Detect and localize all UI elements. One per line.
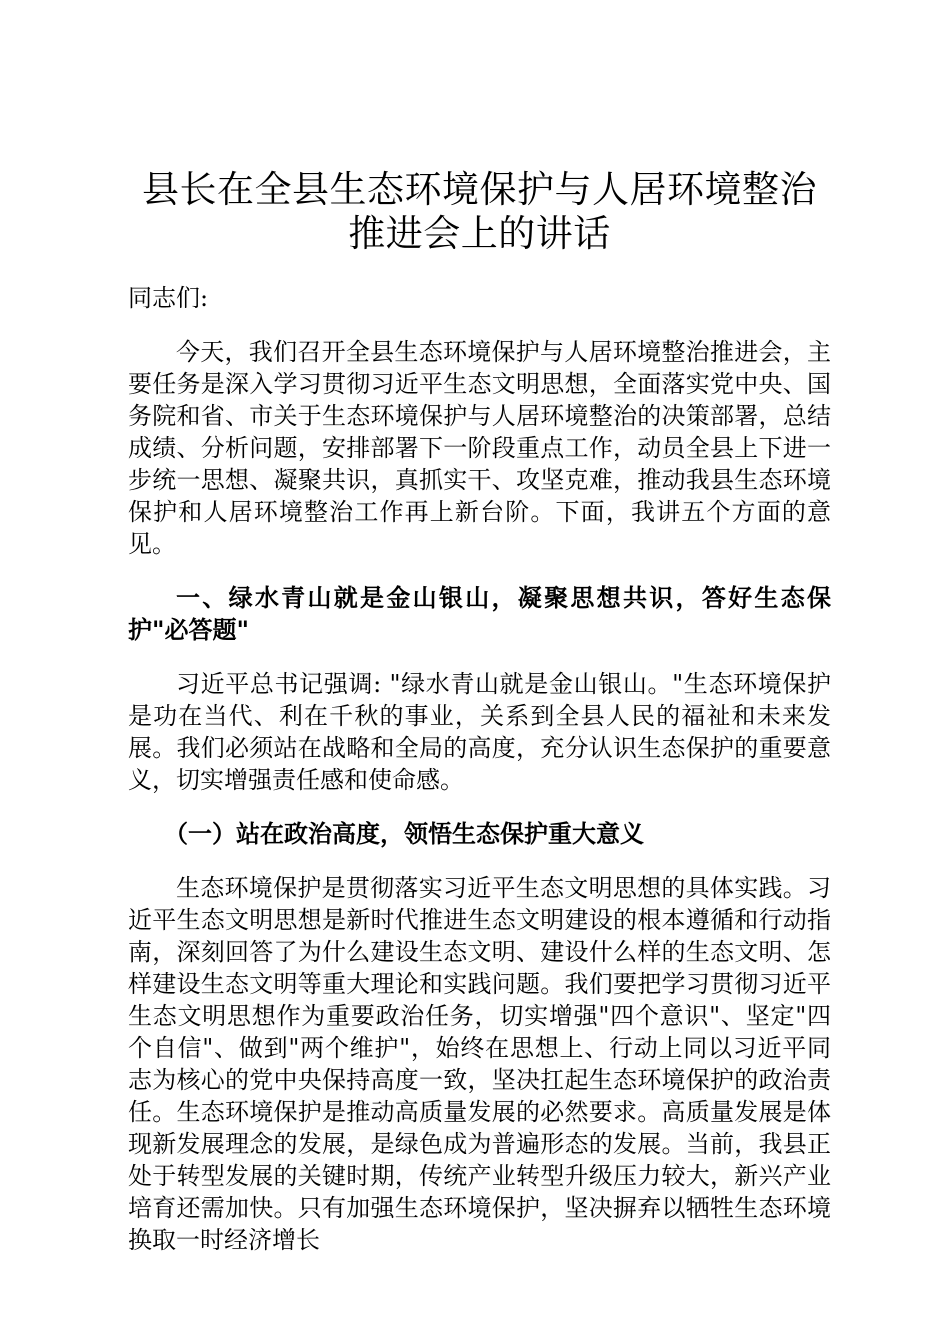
subsection-1-paragraph: 生态环境保护是贯彻落实习近平生态文明思想的具体实践。习近平生态文明思想是新时代推进生态文明建设的根本遵循和行动指南，深刻回答了为什么建设生态文明、建设什么样的生态文明、怎样建设生态文明等重大理论和实践问题。我们要把学习贯彻习近平生态文明思想作为重要政治任务，切实增强"四个意识"、坚定"四个自信"、做到"两个维护"，始终在思想上、行动上同以习近平同志为核心的党中央保持高度一致，坚决扛起生态环境保护的政治责任。生态环境保护是推动高质量发展的必然要求。高质量发展是体现新发展理念的发展，是绿色成为普遍形态的发展。当前，我县正处于转型发展的关键时期，传统产业转型升级压力较大，新兴产业培育还需加快。只有加强生态环境保护，坚决摒弃以牺牲生态环境换取一时经济增长 [128,874,831,1254]
section-1-heading: 一、绿水青山就是金山银山，凝聚思想共识，答好生态保护"必答题" [128,584,831,644]
document-title: 县长在全县生态环境保护与人居环境整治推进会上的讲话 [142,168,817,255]
section-1-paragraph: 习近平总书记强调: "绿水青山就是金山银山。"生态环境保护是功在当代、利在千秋的事业，关系到全县人民的福祉和未来发展。我们必须站在战略和全局的高度，充分认识生态保护的重要意义，切实增强责任感和使命感。 [128,670,831,794]
subsection-1-heading: （一）站在政治高度，领悟生态保护重大意义 [164,820,644,848]
salutation: 同志们: [128,284,209,312]
document-body [128,168,831,1256]
intro-paragraph: 今天，我们召开全县生态环境保护与人居环境整治推进会，主要任务是深入学习贯彻习近平生态文明思想，全面落实党中央、国务院和省、市关于生态环境保护与人居环境整治的决策部署，总结成绩、分析问题，安排部署下一阶段重点工作，动员全县上下进一步统一思想、凝聚共识，真抓实干、攻坚克难，推动我县生态环境保护和人居环境整治工作再上新台阶。下面，我讲五个方面的意见。 [128,338,831,558]
